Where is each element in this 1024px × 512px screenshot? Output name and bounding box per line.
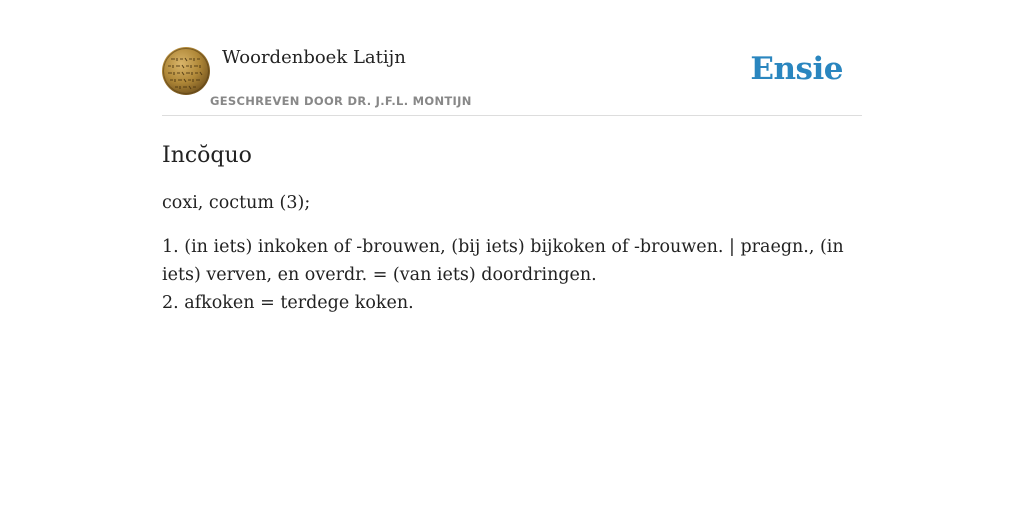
latin-inscription-coin-icon[interactable] bbox=[162, 47, 210, 95]
entry-definitions bbox=[162, 233, 862, 317]
dictionary-entry bbox=[162, 141, 862, 317]
page bbox=[162, 0, 862, 317]
author-byline: GESCHREVEN DOOR DR. J.F.L. MONTIJN bbox=[210, 94, 472, 108]
ensie-brand-logo-link[interactable]: Ensie bbox=[750, 51, 843, 87]
entry-forms: coxi, coctum (3); bbox=[162, 193, 311, 213]
entry-headword: Incŏquo bbox=[162, 143, 252, 168]
dictionary-title-link[interactable]: Woordenboek Latijn bbox=[222, 47, 406, 68]
definition-item: 1. (in iets) inkoken of -brouwen, (bij iets) bijkoken of -brouwen. | praegn., (in iets) verven, en overdr. = (van iets) doordringen. bbox=[162, 237, 844, 285]
definition-item: 2. afkoken = terdege koken. bbox=[162, 293, 414, 313]
header bbox=[162, 0, 862, 116]
